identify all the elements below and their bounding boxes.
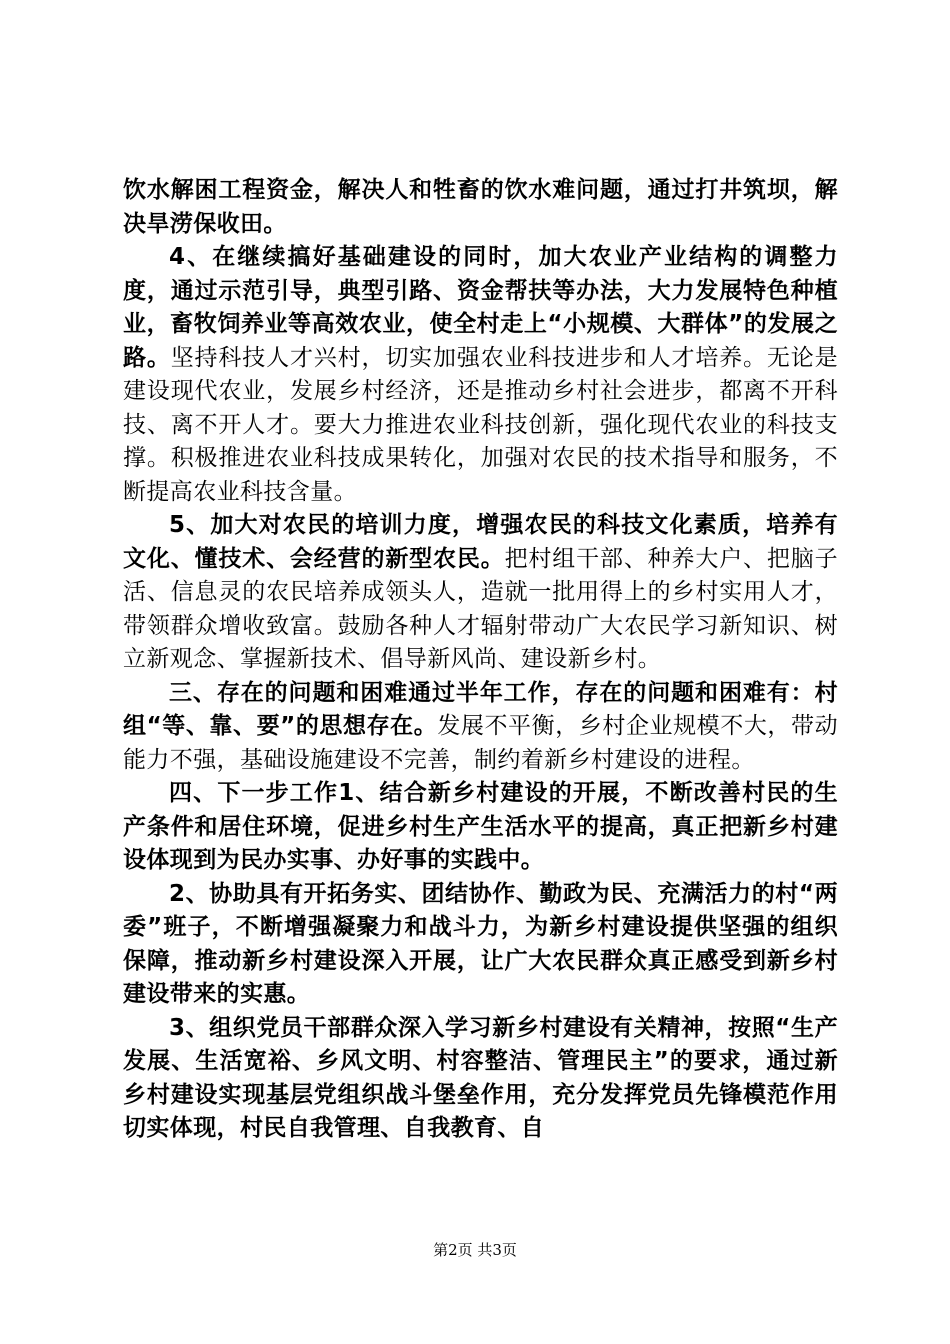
paragraph-section-4-bold: 四、下一步工作1、结合新乡村建设的开展，不断改善村民的生产条件和居住环境，促进乡村生产生活水平的提高，真正把新乡村建设体现到为民办实事、办好事的实践中。 — [123, 780, 838, 873]
page-number-label: 第2页 共3页 — [433, 1241, 517, 1259]
paragraph-section-3-bold: 三、存在的问题和困难通过半年工作，存在的问题和困难有：村组“等、靠、要”的思想存在。 — [123, 679, 838, 739]
paragraph-section-3-problems — [123, 677, 838, 778]
paragraph-item-5-bold: 5、加大对农民的培训力度，增强农民的科技文化素质，培养有文化、懂技术、会经营的新型农民。 — [123, 512, 838, 572]
paragraph-next-step-3-bold: 3、组织党员干部群众深入学习新乡村建设有关精神，按照“生产发展、生活宽裕、乡风文明、村容整洁、管理民主”的要求，通过新乡村建设实现基层党组织战斗堡垒作用，充分发挥党员先锋模范作用切实体现，村民自我管理、自我教育、自 — [123, 1014, 838, 1141]
paragraph-item-5-regular: 把村组干部、种养大户、把脑子活、信息灵的农民培养成领头人，造就一批用得上的乡村实用人才，带领群众增收致富。鼓励各种人才辐射带动广大农民学习新知识、树立新观念、掌握新技术、倡导新风尚、建设新乡村。 — [123, 545, 838, 672]
paragraph-item-4-bold: 4、在继续搞好基础建设的同时，加大农业产业结构的调整力度，通过示范引导，典型引路、资金帮扶等办法，大力发展特色种植业，畜牧饲养业等高效农业，使全村走上“小规模、大群体”的发展之路。 — [123, 244, 838, 371]
paragraph-water-project-bold: 饮水解困工程资金，解决人和牲畜的饮水难问题，通过打井筑坝，解决旱涝保收田。 — [123, 177, 838, 237]
paragraph-item-4-agriculture — [123, 241, 838, 509]
paragraph-item-4-regular: 坚持科技人才兴村，切实加强农业科技进步和人才培养。无论是建设现代农业，发展乡村经济，还是推动乡村社会进步，都离不开科技、离不开人才。要大力推进农业科技创新，强化现代农业的科技支撑。积极推进农业科技成果转化，加强对农民的技术指导和服务，不断提高农业科技含量。 — [123, 344, 838, 505]
paragraph-water-project — [123, 174, 838, 241]
document-body — [123, 174, 838, 1146]
paragraph-next-step-2 — [123, 878, 838, 1012]
page-footer — [0, 1240, 950, 1260]
paragraph-next-step-3 — [123, 1012, 838, 1146]
paragraph-next-step-2-bold: 2、协助具有开拓务实、团结协作、勤政为民、充满活力的村“两委”班子，不断增强凝聚力和战斗力，为新乡村建设提供坚强的组织保障，推动新乡村建设深入开展，让广大农民群众真正感受到新乡村建设带来的实惠。 — [123, 880, 838, 1007]
paragraph-item-5-training — [123, 509, 838, 677]
paragraph-section-3-regular: 发展不平衡，乡村企业规模不大，带动能力不强，基础设施建设不完善，制约着新乡村建设的进程。 — [123, 713, 838, 773]
paragraph-section-4-next-steps — [123, 777, 838, 878]
